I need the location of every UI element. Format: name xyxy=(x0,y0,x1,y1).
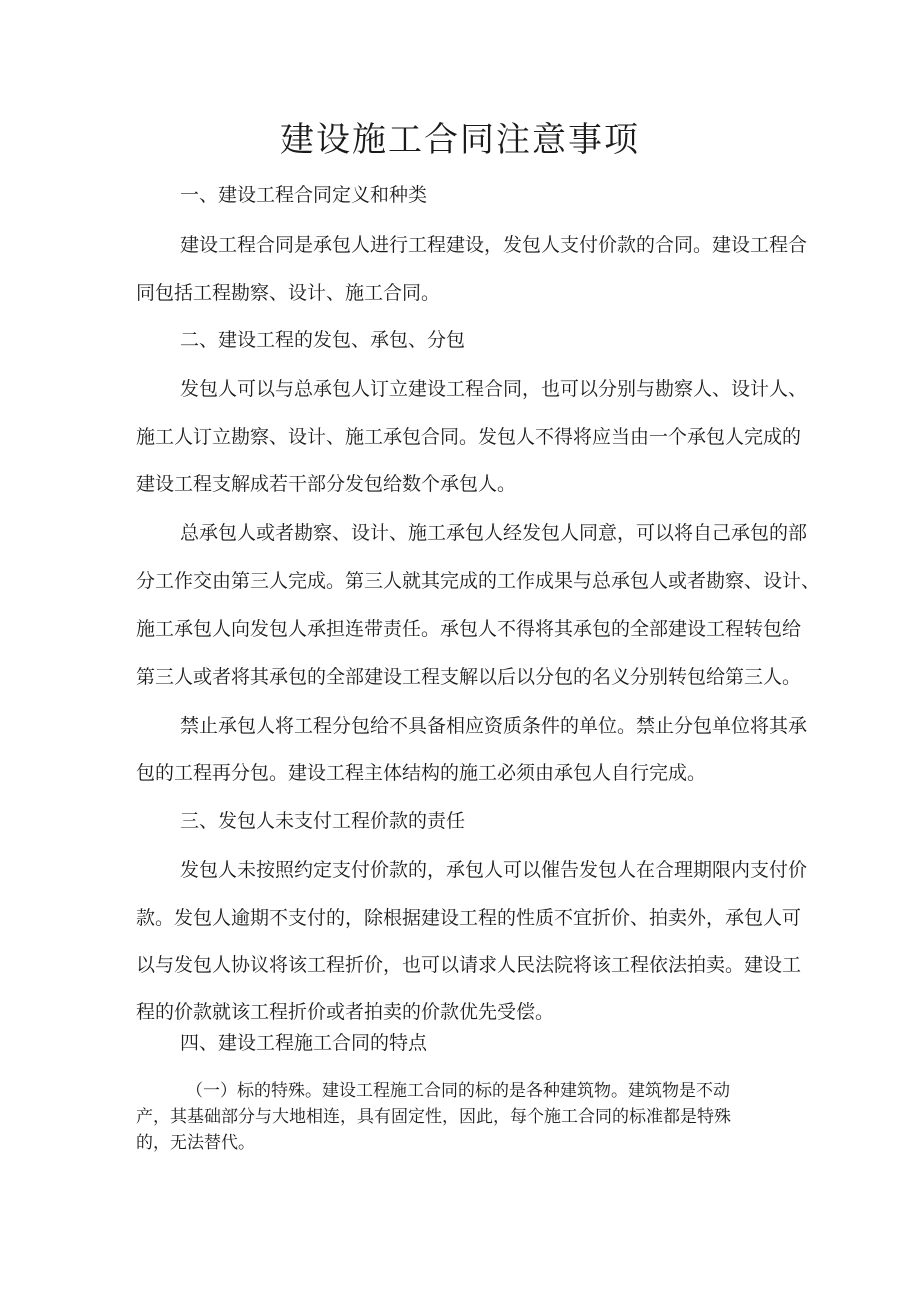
paragraph-line: 程的价款就该工程折价或者拍卖的价款优先受偿。 xyxy=(136,1001,555,1023)
section-heading-2: 二、建设工程的发包、承包、分包 xyxy=(180,329,466,351)
paragraph-line: 施工承包人向发包人承担连带责任。承包人不得将其承包的全部建设工程转包给 xyxy=(136,618,802,640)
section-heading-1: 一、建设工程合同定义和种类 xyxy=(180,184,428,206)
paragraph-line: 建设工程合同是承包人进行工程建设，发包人支付价款的合同。建设工程合 xyxy=(180,234,808,256)
paragraph-line: 发包人可以与总承包人订立建设工程合同，也可以分别与勘察人、设计人、 xyxy=(180,378,808,400)
section-heading-3: 三、发包人未支付工程价款的责任 xyxy=(180,810,466,832)
paragraph-line: 同包括工程勘察、设计、施工合同。 xyxy=(136,282,441,304)
paragraph-line: 发包人未按照约定支付价款的，承包人可以催告发包人在合理期限内支付价 xyxy=(180,859,808,881)
paragraph-line: （一）标的特殊。建设工程施工合同的标的是各种建筑物。建筑物是不动 xyxy=(186,1081,730,1101)
section-heading-4: 四、建设工程施工合同的特点 xyxy=(180,1032,428,1054)
paragraph-line: 第三人或者将其承包的全部建设工程支解以后以分包的名义分别转包给第三人。 xyxy=(136,666,802,688)
paragraph-line: 包的工程再分包。建设工程主体结构的施工必须由承包人自行完成。 xyxy=(136,762,707,784)
paragraph-line: 分工作交由第三人完成。第三人就其完成的工作成果与总承包人或者勘察、设计、 xyxy=(136,570,821,592)
paragraph-line: 建设工程支解成若干部分发包给数个承包人。 xyxy=(136,473,517,495)
paragraph-line: 禁止承包人将工程分包给不具备相应资质条件的单位。禁止分包单位将其承 xyxy=(180,715,808,737)
paragraph-line: 的，无法替代。 xyxy=(136,1133,255,1153)
paragraph-line: 总承包人或者勘察、设计、施工承包人经发包人同意，可以将自己承包的部 xyxy=(180,522,808,544)
page-title: 建设施工合同注意事项 xyxy=(280,120,640,160)
paragraph-line: 产，其基础部分与大地相连，具有固定性，因此，每个施工合同的标准都是特殊 xyxy=(136,1107,731,1127)
paragraph-line: 施工人订立勘察、设计、施工承包合同。发包人不得将应当由一个承包人完成的 xyxy=(136,426,802,448)
paragraph-line: 款。发包人逾期不支付的，除根据建设工程的性质不宜折价、拍卖外，承包人可 xyxy=(136,907,802,929)
paragraph-line: 以与发包人协议将该工程折价，也可以请求人民法院将该工程依法拍卖。建设工 xyxy=(136,954,802,976)
